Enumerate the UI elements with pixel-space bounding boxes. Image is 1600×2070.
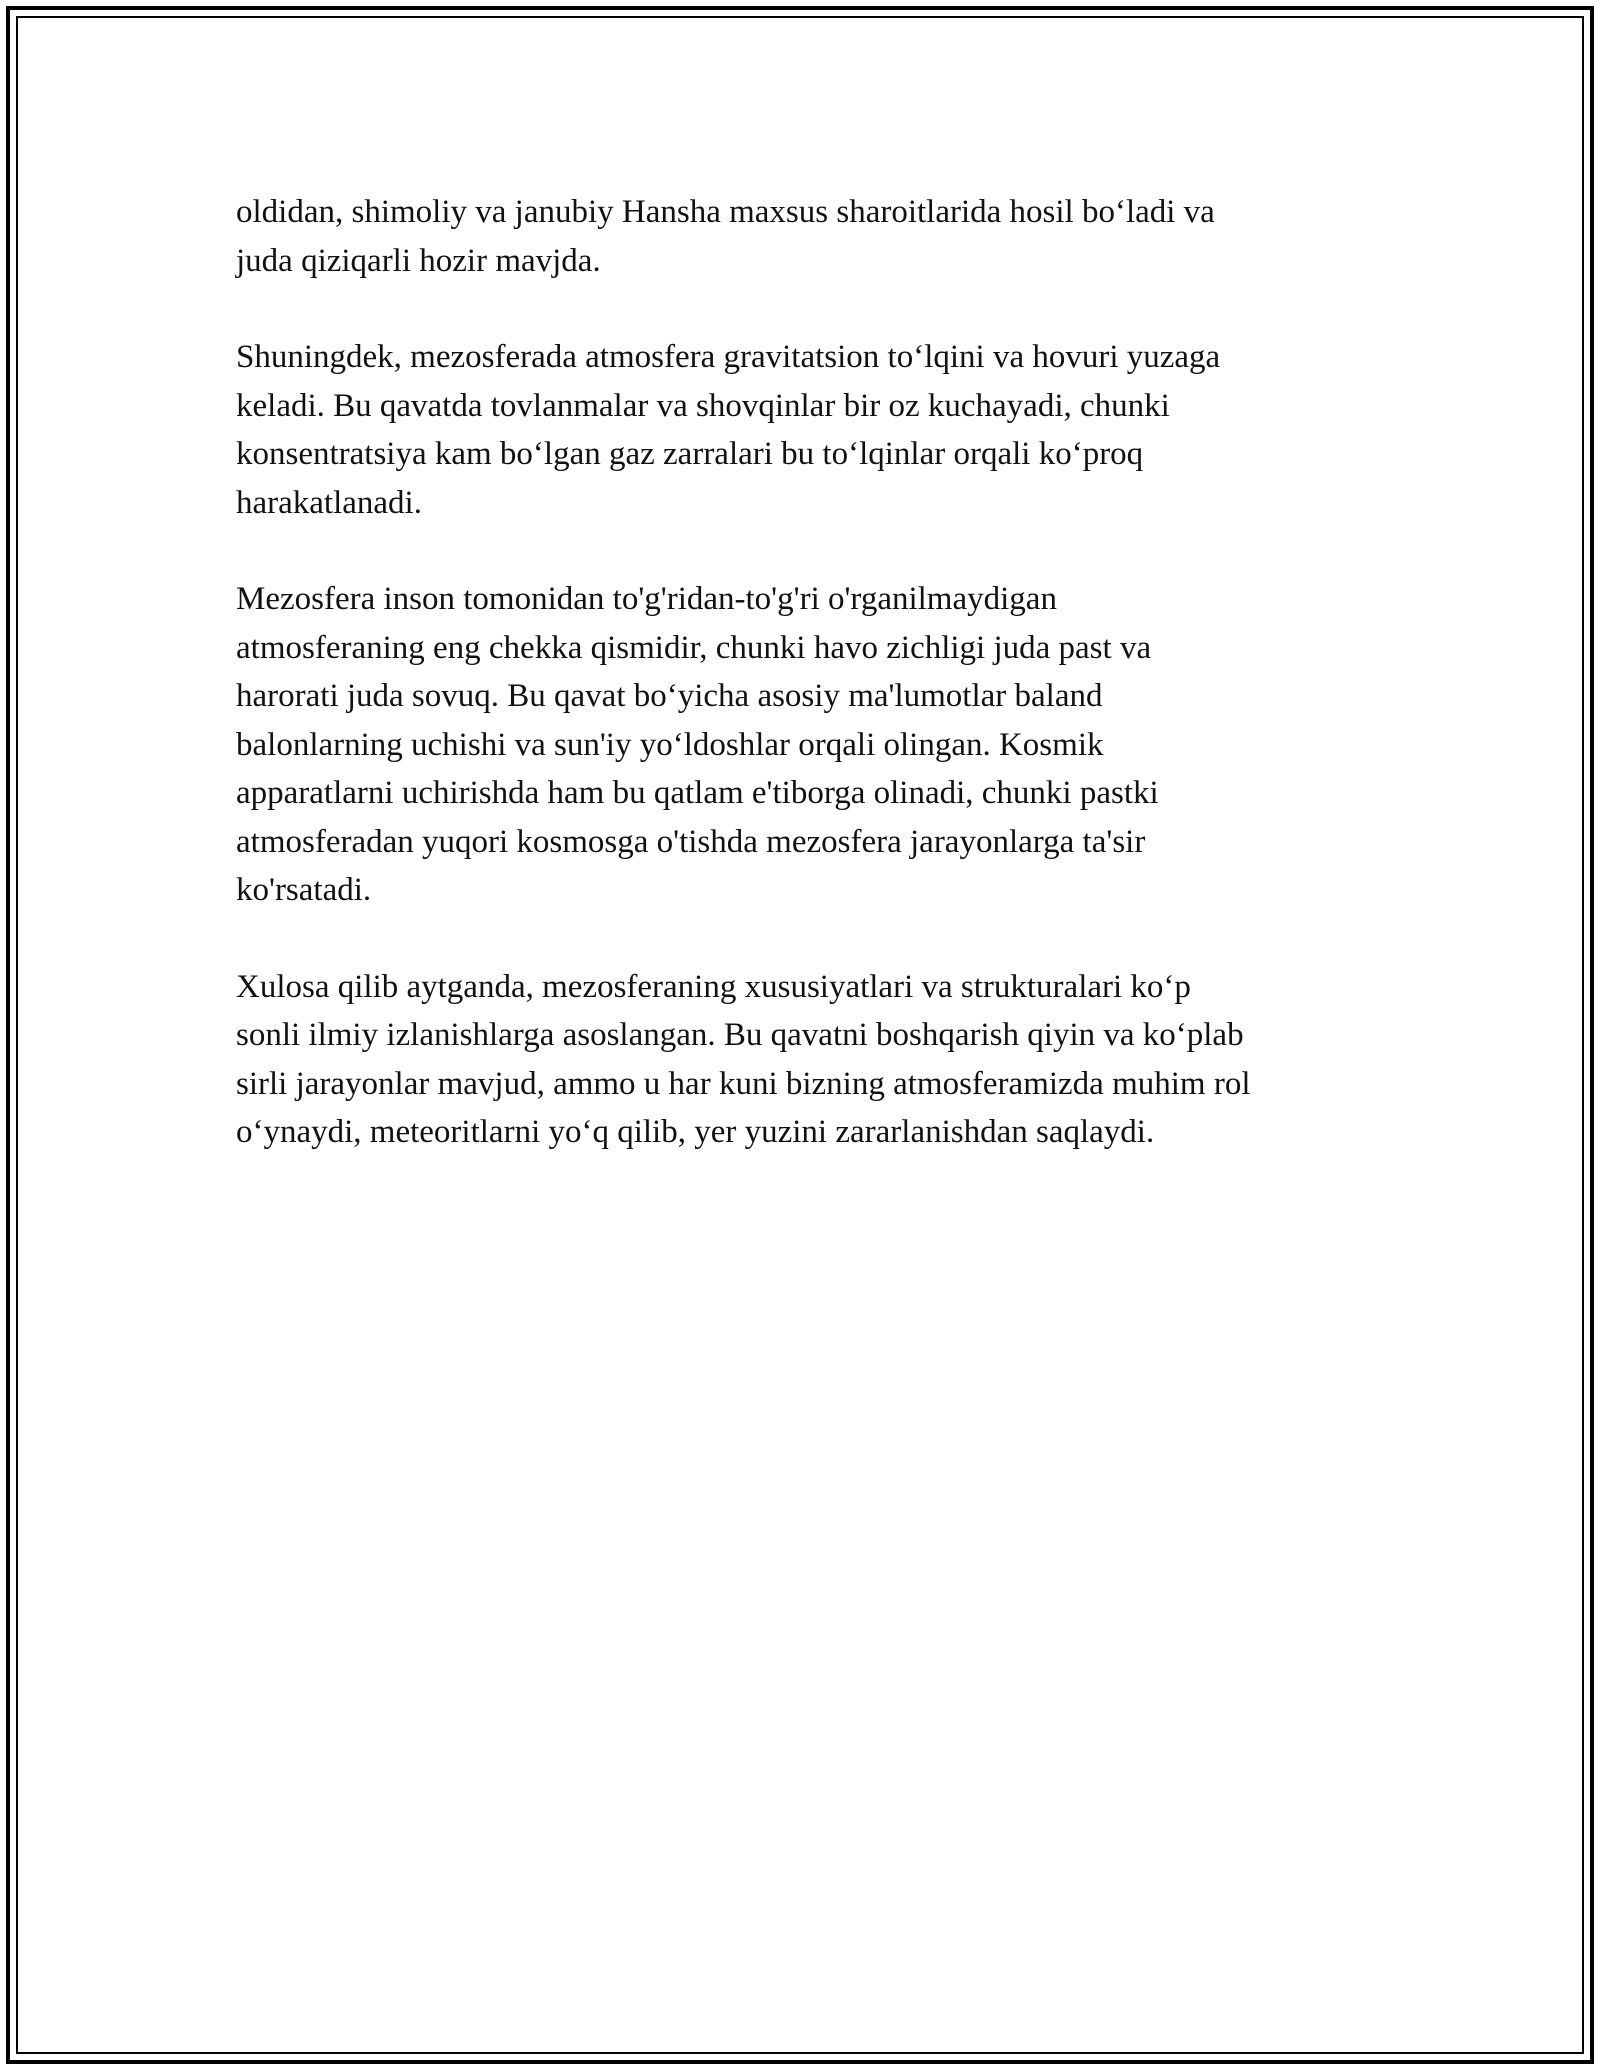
text-line: atmosferaning eng chekka qismidir, chunki havo zichligi juda past va <box>236 629 1152 666</box>
text-line: konsentratsiya kam bo‘lgan gaz zarralari bu to‘lqinlar orqali ko‘proq <box>236 436 1144 472</box>
text-line: sirli jarayonlar mavjud, ammo u har kuni bizning atmosferamizda muhim rol <box>236 1065 1251 1102</box>
text-line: balonlarning uchishi va sun'iy yo‘ldoshlar orqali olingan. Kosmik <box>236 726 1104 763</box>
text-line: oldidan, shimoliy va janubiy Hansha maxsus sharoitlarida hosil bo‘ladi va <box>236 194 1215 230</box>
text-line: Shuningdek, mezosferada atmosfera gravitatsion to‘lqini va hovuri yuzaga <box>236 339 1221 375</box>
text-line: Xulosa qilib aytganda, mezosferaning xususiyatlari va strukturalari ko‘p <box>236 968 1191 1005</box>
text-line: keladi. Bu qavatda tovlanmalar va shovqinlar bir oz kuchayadi, chunki <box>236 387 1170 424</box>
text-line: Mezosfera inson tomonidan to'g'ridan-to'g'ri o'rganilmaydigan <box>236 581 1057 617</box>
text-line: atmosferadan yuqori kosmosga o'tishda mezosfera jarayonlarga ta'sir <box>236 823 1146 860</box>
document-body <box>236 188 1386 1205</box>
paragraph <box>236 333 1386 527</box>
paragraph <box>236 963 1386 1157</box>
text-line: juda qiziqarli hozir mavjda. <box>236 242 601 279</box>
paragraph <box>236 575 1386 915</box>
text-line: harakatlanadi. <box>236 484 422 521</box>
text-line: ko'rsatadi. <box>236 872 372 908</box>
text-line: o‘ynaydi, meteoritlarni yo‘q qilib, yer yuzini zararlanishdan saqlaydi. <box>236 1114 1155 1150</box>
text-line: harorati juda sovuq. Bu qavat bo‘yicha asosiy ma'lumotlar baland <box>236 678 1103 714</box>
text-line: apparatlarni uchirishda ham bu qatlam e'tiborga olinadi, chunki pastki <box>236 775 1159 811</box>
paragraph <box>236 188 1386 285</box>
text-line: sonli ilmiy izlanishlarga asoslangan. Bu qavatni boshqarish qiyin va ko‘plab <box>236 1017 1244 1053</box>
